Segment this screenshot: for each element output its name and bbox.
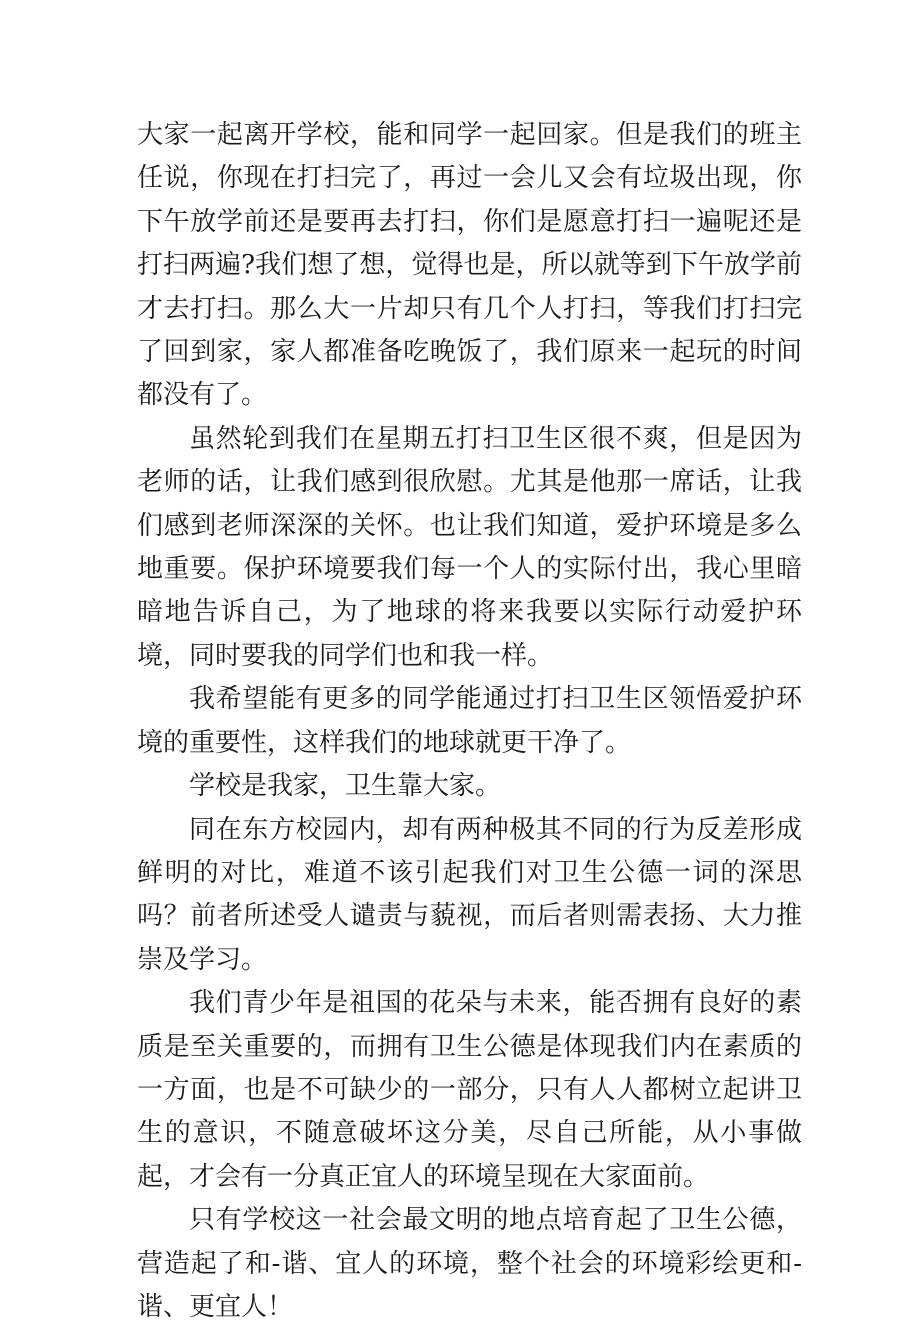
paragraph-3: 我希望能有更多的同学能通过打扫卫生区领悟爱护环境的重要性，这样我们的地球就更干净了。 [137, 684, 802, 758]
paragraph-2: 虽然轮到我们在星期五打扫卫生区很不爽，但是因为老师的话，让我们感到很欣慰。尤其是他那一席话，让我们感到老师深深的关怀。也让我们知道，爱护环境是多么地重要。保护环境要我们每一个人的实际付出，我心里暗暗地告诉自己，为了地球的将来我要以实际行动爱护环境，同时要我的同学们也和我一样。 [137, 423, 802, 671]
paragraph-1: 大家一起离开学校，能和同学一起回家。但是我们的班主任说，你现在打扫完了，再过一会儿又会有垃圾出现，你下午放学前还是要再去打扫，你们是愿意打扫一遍呢还是打扫两遍?我们想了想，觉得也是，所以就等到下午放学前才去打扫。那么大一片却只有几个人打扫，等我们打扫完了回到家，家人都准备吃晚饭了，我们原来一起玩的时间都没有了。 [137, 120, 802, 411]
document-body [137, 114, 802, 1329]
paragraph-5: 同在东方校园内，却有两种极其不同的行为反差形成鲜明的对比，难道不该引起我们对卫生公德一词的深思吗？前者所述受人谴责与藐视，而后者则需表扬、大力推崇及学习。 [137, 814, 802, 975]
paragraph-6: 我们青少年是祖国的花朵与未来，能否拥有良好的素质是至关重要的，而拥有卫生公德是体现我们内在素质的一方面，也是不可缺少的一部分，只有人人都树立起讲卫生的意识，不随意破坏这分美，尽自己所能，从小事做起，才会有一分真正宜人的环境呈现在大家面前。 [137, 988, 802, 1192]
paragraph-7: 只有学校这一社会最文明的地点培育起了卫生公德，营造起了和-谐、宜人的环境，整个社会的环境彩绘更和-谐、更宜人！ [137, 1205, 802, 1322]
paragraph-4: 学校是我家，卫生靠大家。 [189, 771, 502, 802]
